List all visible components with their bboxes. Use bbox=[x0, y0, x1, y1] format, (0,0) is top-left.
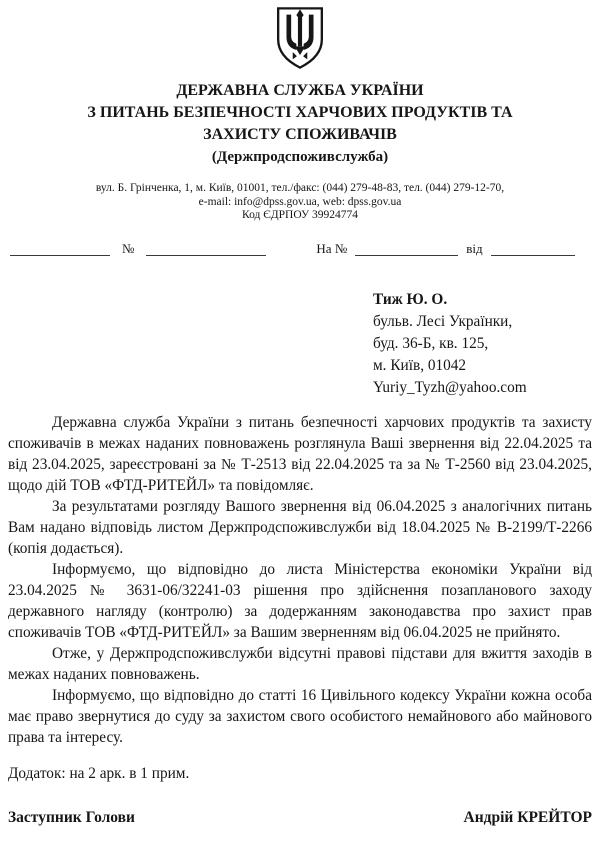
incoming-number-blank-field bbox=[355, 241, 458, 256]
org-contact-block bbox=[8, 182, 592, 223]
signer-name: Андрій КРЕЙТОР bbox=[463, 809, 592, 826]
from-date-label: від bbox=[466, 240, 483, 256]
number-label: № bbox=[122, 240, 135, 256]
signer-position: Заступник Голови bbox=[8, 809, 135, 826]
org-title-line: ЗАХИСТУ СПОЖИВАЧІВ bbox=[203, 126, 397, 143]
date-blank-field bbox=[10, 241, 110, 256]
letterhead-emblem bbox=[8, 6, 592, 70]
body-paragraph: Державна служба України з питань безпечності харчових продуктів та захисту споживачів в межах наданих повноважень розглянула Ваші звернення від 22.04.2025 та від 23.04.2025, зареєстровані за № Т-2513 від 22.04.2025 та за № Т-2560 від 23.04.2025, щодо дій ТОВ «ФТД-РИТЕЙЛ» та повідомляє. bbox=[8, 413, 592, 494]
addressee-address-line: бульв. Лесі Українки, bbox=[373, 312, 513, 330]
incoming-date-blank-field bbox=[491, 241, 575, 256]
body-paragraph: Інформуємо, що відповідно до листа Міністерства економіки України від 23.04.2025 № 3631-06/32241-03 рішення про здійснення позапланового заходу державного нагляду (контролю) за додержанням законодавства про захист прав споживачів ТОВ «ФТД-РИТЕЙЛ» за Вашим зверненням від 06.04.2025 не прийнято. bbox=[8, 560, 592, 641]
org-edrpou-code: Код ЄДРПОУ 39924774 bbox=[241, 209, 359, 221]
letter-body bbox=[8, 412, 592, 748]
org-address-phone: вул. Б. Грінченка, 1, м. Київ, 01001, тел./факс: (044) 279-48-83, тел. (044) 279-12-70, bbox=[95, 182, 505, 194]
org-title-line: З ПИТАНЬ БЕЗПЕЧНОСТІ ХАРЧОВИХ ПРОДУКТІВ ТА bbox=[87, 104, 513, 121]
attachment-note: Додаток: на 2 арк. в 1 прим. bbox=[8, 764, 190, 782]
addressee-address-line: буд. 36-Б, кв. 125, bbox=[373, 334, 489, 352]
outgoing-number-blank-field bbox=[146, 241, 266, 256]
body-paragraph: За результатами розгляду Вашого звернення від 06.04.2025 з аналогічних питань Вам надано відповідь листом Держпродспоживслужби від 18.04.2025 № В-2199/Т-2266 (копія додається). bbox=[8, 497, 592, 557]
reference-line bbox=[8, 241, 592, 256]
signature-row bbox=[8, 808, 592, 827]
org-title-line: ДЕРЖАВНА СЛУЖБА УКРАЇНИ bbox=[176, 82, 424, 99]
body-paragraph: Інформуємо, що відповідно до статті 16 Цивільного кодексу України кожна особа має право звернутися до суду за захистом свого особистого немайнового або майнового права та інтересу. bbox=[8, 686, 592, 746]
addressee-block bbox=[373, 289, 592, 399]
ukraine-trident-icon bbox=[274, 6, 326, 70]
org-title-block bbox=[8, 80, 592, 168]
on-number-label: На № bbox=[316, 240, 348, 256]
addressee-address-line: м. Київ, 01042 bbox=[373, 356, 467, 374]
addressee-email: Yuriy_Tyzh@yahoo.com bbox=[373, 378, 527, 396]
org-email-web: e-mail: info@dpss.gov.ua, web: dpss.gov.ua bbox=[198, 195, 402, 208]
body-paragraph: Отже, у Держпродспоживслужби відсутні правові підстави для вжиття заходів в межах наданих повноважень. bbox=[8, 644, 592, 683]
org-short-name: (Держпродспоживслужба) bbox=[211, 149, 389, 165]
addressee-name: Тиж Ю. О. bbox=[373, 290, 448, 308]
